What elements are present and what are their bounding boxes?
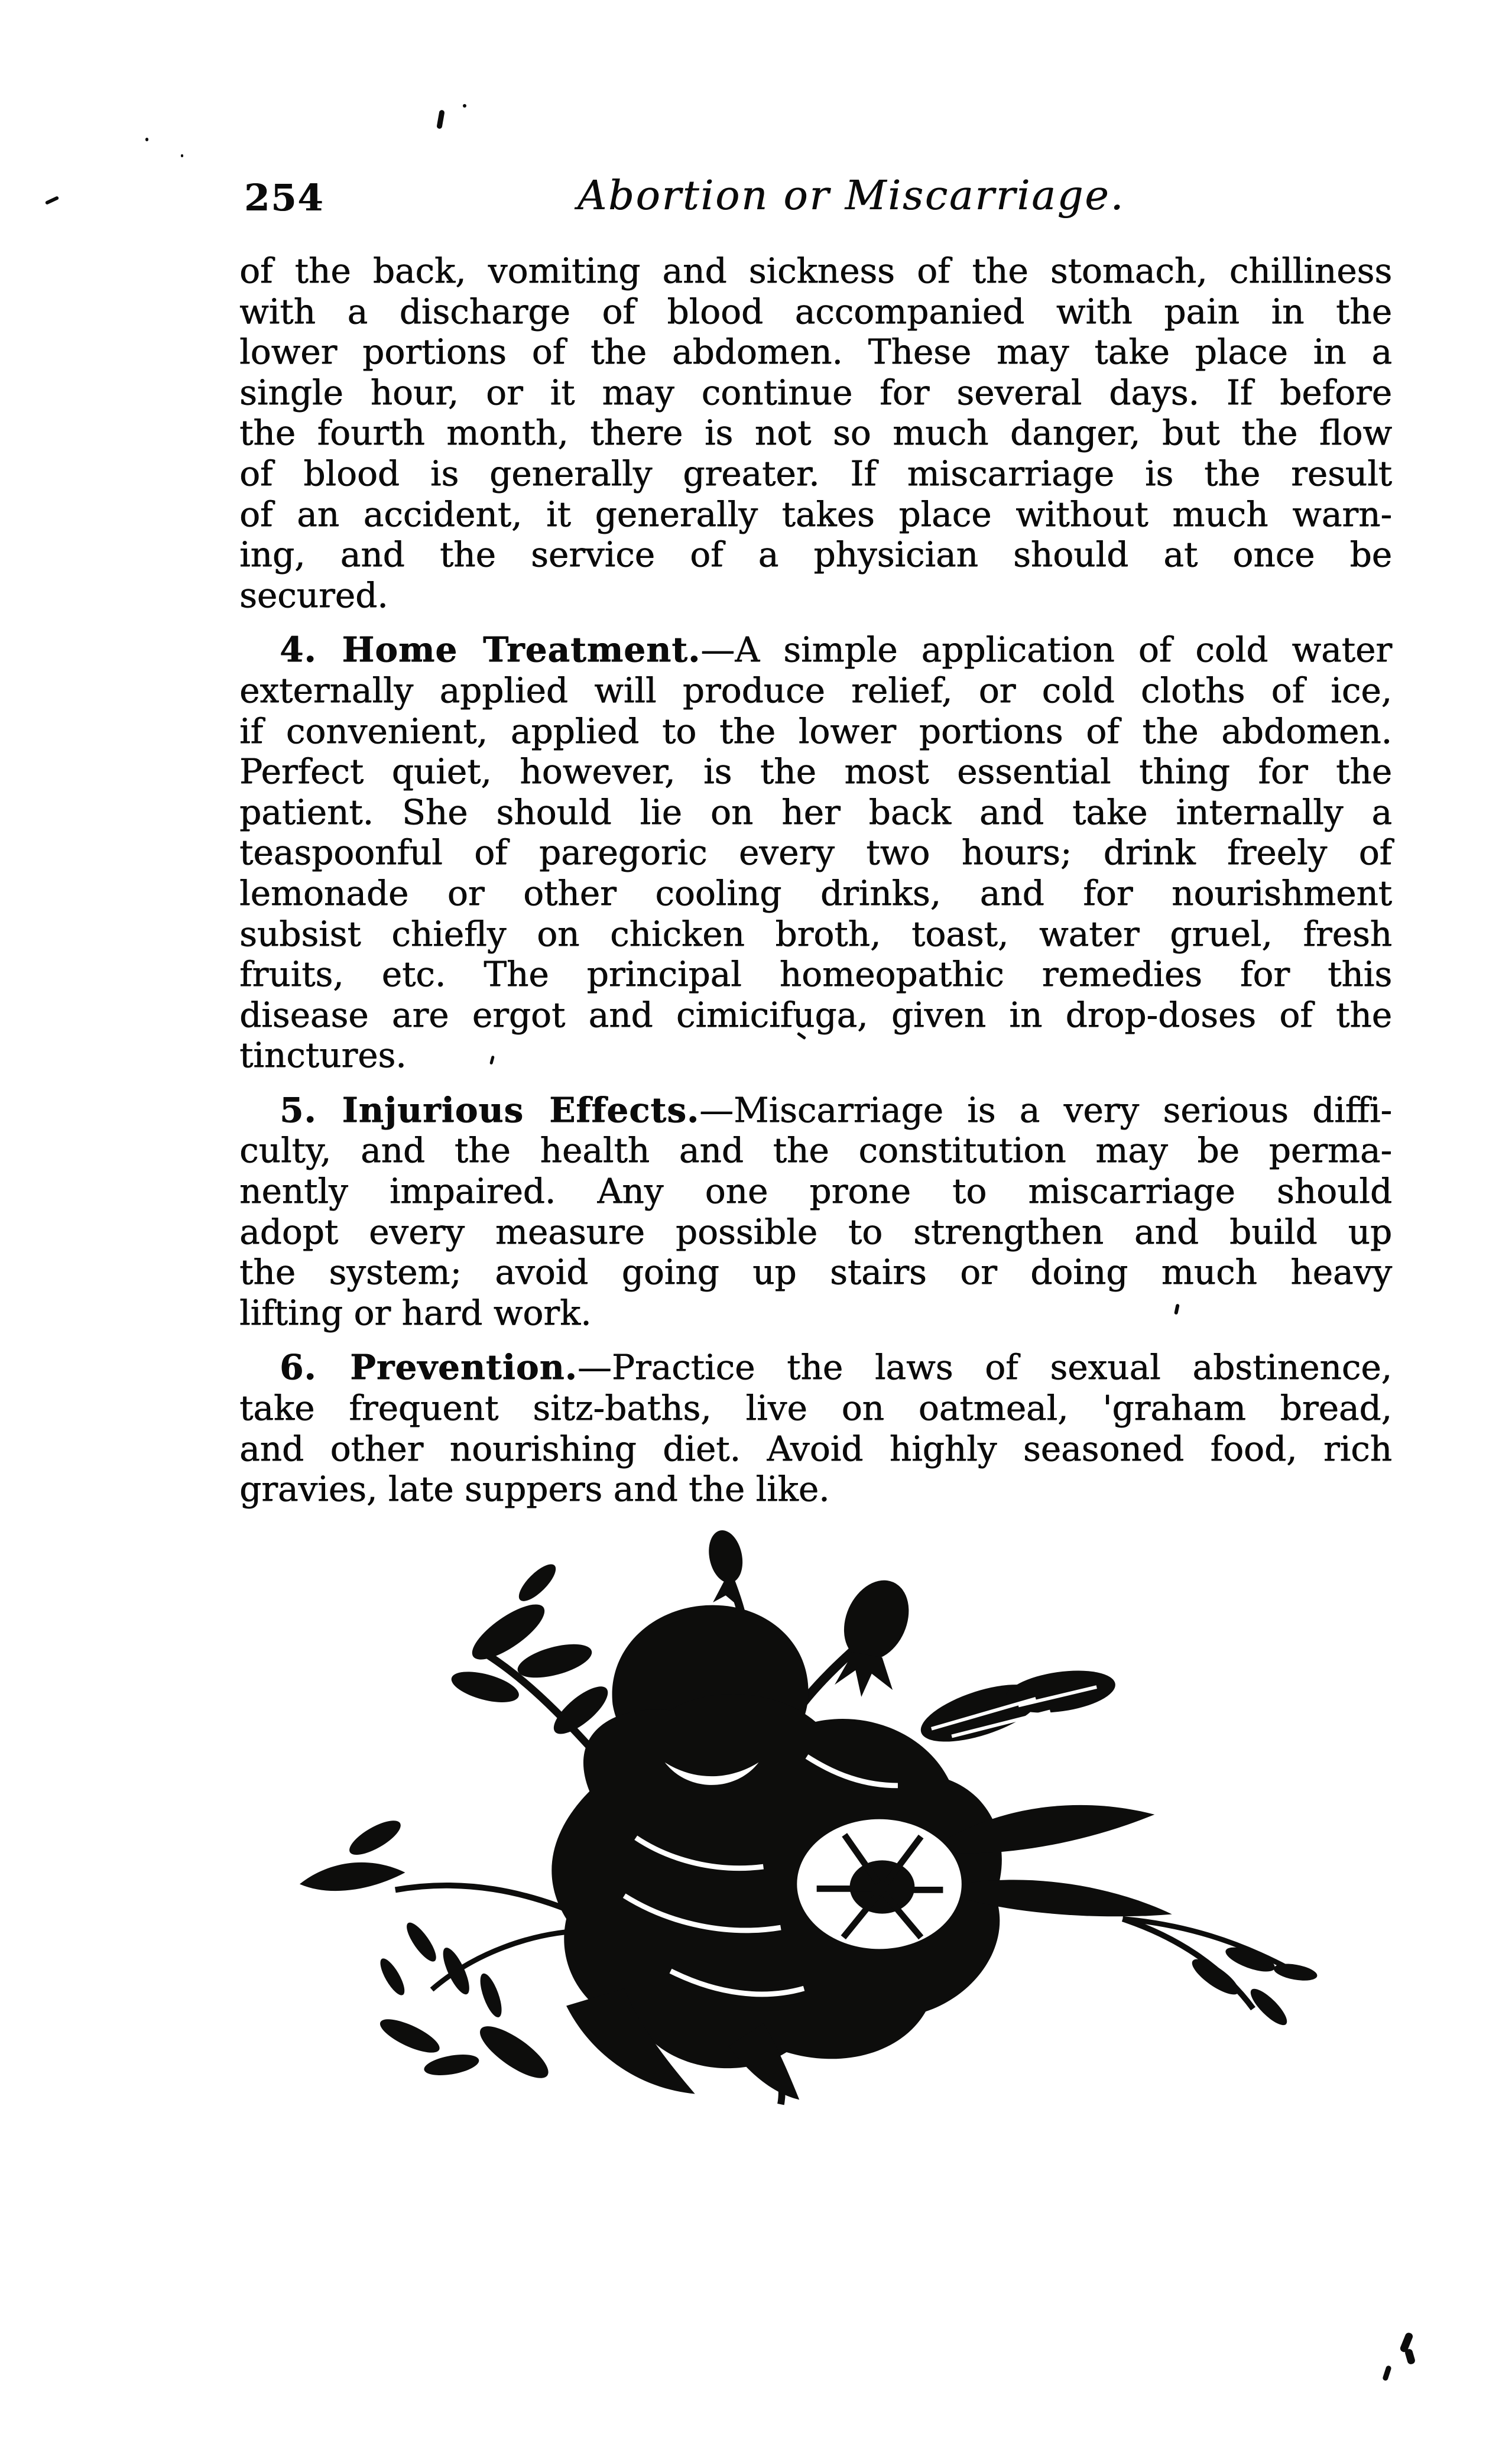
text-segment: —Miscarriage is a very serious diffi- — [699, 1089, 1393, 1130]
text-line — [239, 1130, 1392, 1171]
text-line — [239, 1388, 1392, 1429]
text-segment: with a discharge of blood accompanied with pain in the — [239, 291, 1392, 332]
ink-speck — [145, 138, 148, 141]
paragraph — [239, 251, 1392, 615]
text-segment: lifting or hard work. — [239, 1292, 592, 1333]
text-line — [239, 1429, 1392, 1469]
text-segment: if convenient, applied to the lower portions of the abdomen. — [239, 710, 1392, 751]
text-line — [239, 629, 1392, 670]
text-line — [239, 291, 1392, 332]
foliage-and-blooms — [300, 1527, 1319, 2100]
ink-speck — [436, 109, 444, 129]
text-line — [239, 792, 1392, 833]
ink-speck — [1382, 2365, 1392, 2381]
text-segment: externally applied will produce relief, or cold cloths of ice, — [239, 670, 1392, 710]
text-segment: take frequent sitz-baths, live on oatmeal, 'graham bread, — [239, 1388, 1392, 1429]
text-line — [239, 534, 1392, 575]
ink-speck — [1404, 2348, 1416, 2365]
text-segment: nently impaired. Any one prone to miscarriage should — [239, 1171, 1392, 1212]
section-heading: 6. Prevention. — [280, 1347, 577, 1388]
text-line — [239, 873, 1392, 914]
text-line — [239, 670, 1392, 711]
text-segment: the system; avoid going up stairs or doing much heavy — [239, 1252, 1392, 1293]
text-segment: —A simple application of cold water — [700, 629, 1392, 670]
page-number: 254 — [244, 176, 325, 219]
text-segment: tinctures. — [239, 1035, 407, 1076]
text-line — [239, 1090, 1392, 1131]
text-segment: gravies, late suppers and the like. — [239, 1469, 830, 1510]
text-segment: fruits, etc. The principal homeopathic remedies for this — [239, 954, 1392, 995]
paragraph — [239, 629, 1392, 1076]
text-segment: of an accident, it generally takes place without much warn- — [239, 494, 1392, 534]
content — [239, 251, 1392, 1510]
text-line — [239, 995, 1392, 1036]
text-segment: patient. She should lie on her back and take internally a — [239, 791, 1392, 832]
text-line — [239, 251, 1392, 291]
text-line — [239, 832, 1392, 873]
page-header — [239, 173, 1392, 220]
text-line — [239, 494, 1392, 535]
text-line — [239, 575, 1392, 616]
text-segment: disease are ergot and cimicifuga, given in drop-doses of the — [239, 994, 1392, 1035]
text-segment: lower portions of the abdomen. These may take place in a — [239, 332, 1392, 372]
ink-speck — [463, 104, 466, 108]
text-segment: culty, and the health and the constitution may be perma- — [239, 1130, 1392, 1171]
text-line — [239, 332, 1392, 372]
text-line — [239, 372, 1392, 413]
text-segment: adopt every measure possible to strengthen and build up — [239, 1211, 1392, 1252]
text-line — [239, 453, 1392, 494]
running-title: Abortion or Miscarriage. — [577, 173, 1125, 219]
section-heading: 4. Home Treatment. — [280, 629, 701, 670]
ink-speck — [45, 196, 59, 205]
text-line — [239, 711, 1392, 752]
text-line — [239, 914, 1392, 955]
text-line — [239, 1035, 1392, 1076]
floral-engraving-illustration — [254, 1513, 1359, 2110]
text-line — [239, 954, 1392, 995]
text-line — [239, 1252, 1392, 1293]
text-line — [239, 413, 1392, 453]
text-line — [239, 1171, 1392, 1212]
text-segment: Perfect quiet, however, is the most essential thing for the — [239, 751, 1392, 792]
text-segment: lemonade or other cooling drinks, and for nourishment — [239, 872, 1392, 913]
text-segment: ing, and the service of a physician should at once be — [239, 534, 1392, 575]
text-segment: of blood is generally greater. If miscarriage is the result — [239, 453, 1392, 494]
text-line — [239, 1469, 1392, 1510]
section-heading: 5. Injurious Effects. — [280, 1089, 700, 1130]
text-line — [239, 751, 1392, 792]
paragraph — [239, 1347, 1392, 1509]
text-segment: of the back, vomiting and sickness of the stomach, chilliness — [239, 251, 1392, 291]
text-segment: single hour, or it may continue for several days. If before — [239, 372, 1392, 413]
text-segment: subsist chiefly on chicken broth, toast, water gruel, fresh — [239, 913, 1392, 954]
text-segment: —Practice the laws of sexual abstinence, — [577, 1347, 1392, 1388]
text-line — [239, 1347, 1392, 1388]
text-segment: and other nourishing diet. Avoid highly seasoned food, rich — [239, 1428, 1392, 1469]
text-segment: the fourth month, there is not so much danger, but the flow — [239, 413, 1392, 453]
text-line — [239, 1293, 1392, 1333]
text-line — [239, 1212, 1392, 1252]
text-segment: secured. — [239, 575, 388, 615]
text-segment: teaspoonful of paregoric every two hours; drink freely of — [239, 832, 1392, 873]
paragraph — [239, 1090, 1392, 1333]
ink-speck — [181, 154, 183, 157]
